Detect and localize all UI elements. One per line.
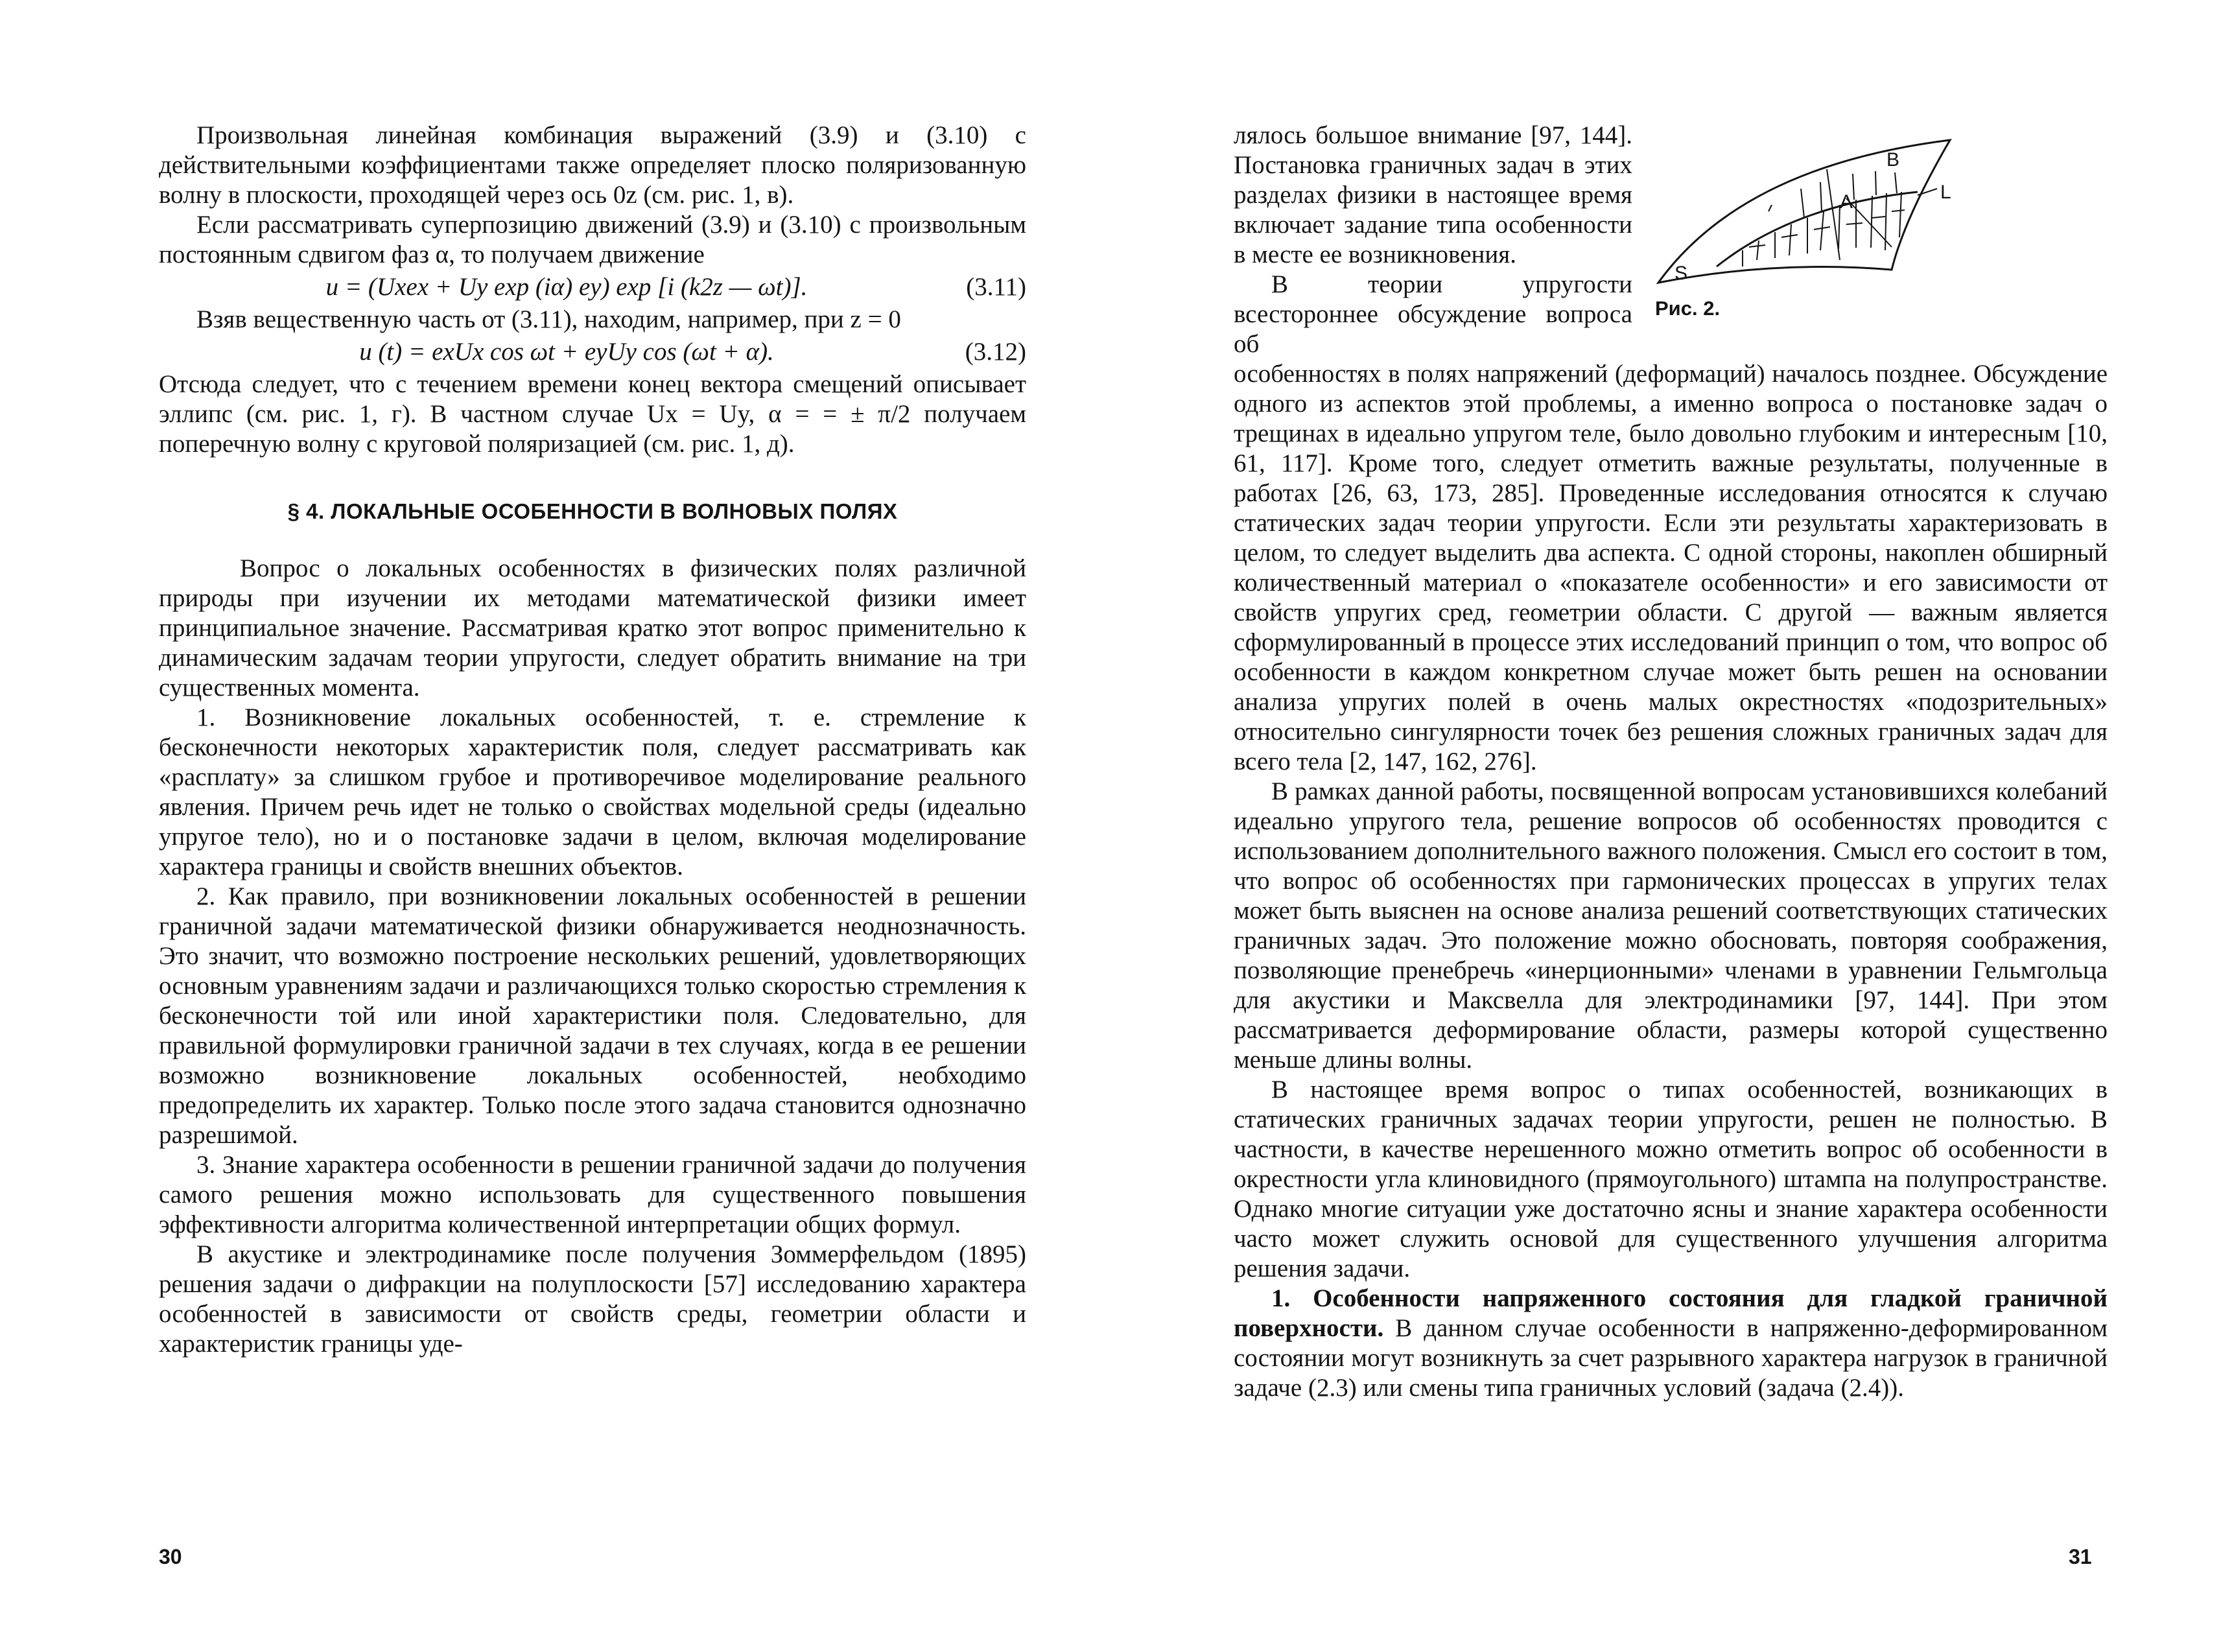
subsection-title: 1. Особенности напряженного состояния для гладкой граничной поверхности.: [1234, 1284, 2108, 1342]
left-text-column: [159, 121, 1026, 1359]
page-number-left: 30: [159, 1545, 182, 1568]
left-paragraph-8: 3. Знание характера особенности в решении граничной задачи до получения самого решения можно использовать для существенного повышения эффективности алгоритма количественной интерпретации общих формул.: [159, 1151, 1026, 1238]
figure-label-a: A: [1840, 191, 1853, 213]
figure-label-l: L: [1940, 182, 1951, 203]
figure-2-caption: Рис. 2.: [1655, 297, 1721, 320]
left-paragraph-5: Вопрос о локальных особенностях в физических полях различной природы при изучении их методами математической физики имеет принципиальное значение. Рассматривая кратко этот вопрос применительно к динамическим задачам теории упругости, следует обратить внимание на три существенных момента.: [159, 554, 1026, 702]
equation-3-11: [159, 272, 1026, 302]
equation-3-12-body: u (t) = exUx cos ωt + eyUy cos (ωt + α).: [359, 338, 774, 366]
right-paragraph-3: В рамках данной работы, посвященной вопросам установившихся колебаний идеально упругого тела, решение вопросов об особенностях проводится с использованием дополнительного важного положения. Смысл его состоит в том, что вопрос об особенностях при гармонических процессах в упругих телах может быть выяснен на основе анализа решений соответствующих статических граничных задач. Это положение можно обосновать, повторяя соображения, позволяющие пренебречь «инерционными» членами в уравнении Гельмгольца для акустики и Максвелла для электродинамики [97, 144]. При этом рассматривается деформирование области, размеры которой существенно меньше длины волны.: [1234, 777, 2108, 1074]
left-paragraph-2: Если рассматривать суперпозицию движений (3.9) и (3.10) с произвольным постоянным сдвигом фаз α, то получаем движение: [159, 211, 1026, 268]
figure-label-b: B: [1886, 149, 1900, 171]
equation-3-11-number: (3.11): [966, 273, 1026, 301]
left-paragraph-3: Взяв вещественную часть от (3.11), находим, например, при z = 0: [196, 305, 901, 333]
right-paragraph-1: лялось большое внимание [97, 144]. Постановка граничных задач в этих разделах физики в настоящее время включает задание типа особенности в месте ее возникновения.: [1234, 121, 1632, 268]
left-paragraph-4: Отсюда следует, что с течением времени конец вектора смещений описывает эллипс (см. рис. 1, г). В частном случае Ux = Uy, α = = ± π/2 получаем поперечную волну с круговой поляризацией (см. рис. 1, д).: [159, 370, 1026, 458]
left-paragraph-9: В акустике и электродинамике после получения Зоммерфельдом (1895) решения задачи о дифракции на полуплоскости [57] исследованию характера особенностей в зависимости от свойств среды, геометрии области и характеристик границы уде-: [159, 1240, 1026, 1358]
left-paragraph-7: 2. Как правило, при возникновении локальных особенностей в решении граничной задачи математической физики обнаруживается неоднозначность. Это значит, что возможно построение нескольких решений, удовлетворяющих основным уравнениям задачи и различающихся только скоростью стремления к бесконечности той или иной характеристики поля. Следовательно, для правильной формулировки граничной задачи в тех случаях, когда в ее решении возможно возникновение локальных особенностей, необходимо предопределить их характер. Только после этого задача становится однозначно разрешимой.: [159, 882, 1026, 1149]
equation-3-11-body: u = (Uxex + Uy exp (iα) ey) exp [i (k2z — ωt)].: [325, 273, 808, 301]
right-paragraph-4: В настоящее время вопрос о типах особенностей, возникающих в статических граничных задачах теории упругости, решен не полностью. В частности, в качестве нерешенного можно отметить вопрос об особенности в окрестности угла клиновидного (прямоугольного) штампа на полупространстве. Однако многие ситуации уже достаточно ясны и знание характера особенности часто может служить основой для существенного улучшения алгоритма решения задачи.: [1234, 1076, 2108, 1282]
left-paragraph-1: Произвольная линейная комбинация выражений (3.9) и (3.10) с действительными коэффициентами также определяет плоско поляризованную волну в плоскости, проходящей через ось 0z (см. рис. 1, в).: [159, 121, 1026, 209]
page-number-right: 31: [2069, 1545, 2092, 1568]
right-page: [1110, 0, 2221, 1652]
right-paragraph-5: [1234, 1284, 2108, 1403]
figure-2: [1645, 121, 1982, 328]
figure-label-s: S: [1675, 263, 1688, 284]
equation-3-12-number: (3.12): [965, 338, 1026, 366]
section-heading: § 4. ЛОКАЛЬНЫЕ ОСОБЕННОСТИ В ВОЛНОВЫХ ПОЛЯХ: [287, 499, 898, 523]
right-paragraph-2-top: В теории упругости всестороннее обсуждение вопроса об: [1234, 270, 1632, 358]
left-page: [0, 0, 1110, 1652]
right-paragraph-2-rest: особенностях в полях напряжений (деформаций) началось позднее. Обсуждение одного из аспектов этой проблемы, а именно вопроса о постановке задач о трещинах в идеально упругом теле, было довольно глубоким и интересным [10, 61, 117]. Кроме того, следует отметить важные результаты, полученные в работах [26, 63, 173, 285]. Проведенные исследования относятся к случаю статических задач теории упругости. Если эти результаты характеризовать в целом, то следует выделить два аспекта. С одной стороны, накоплен обширный количественный материал о «показателе особенности» и его зависимости от свойств упругих сред, геометрии области. С другой — важным является сформулированный в процессе этих исследований принцип о том, что вопрос об особенности в каждом конкретном случае может быть решен на основании анализа упругих полей в очень малых окрестностях «подозрительных» относительно сингулярности точек без решения сложных граничных задач для всего тела [2, 147, 162, 276].: [1234, 360, 2108, 775]
right-paragraph-5-text: В данном случае особенности в напряженно-деформированном состоянии могут возникнуть за счет разрывного характера нагрузок в граничной задаче (2.3) или смены типа граничных условий (задача (2.4)).: [1234, 1314, 2108, 1402]
equation-3-12: [159, 337, 1026, 367]
left-paragraph-6: 1. Возникновение локальных особенностей, т. е. стремление к бесконечности некоторых характеристик поля, следует рассматривать как «расплату» за слишком грубое и противоречивое моделирование реального явления. Причем речь идет не только о свойствах модельной среды (идеально упругое тело), но и о постановке задачи в целом, включая моделирование характера границы и свойств внешних объектов.: [159, 703, 1026, 880]
